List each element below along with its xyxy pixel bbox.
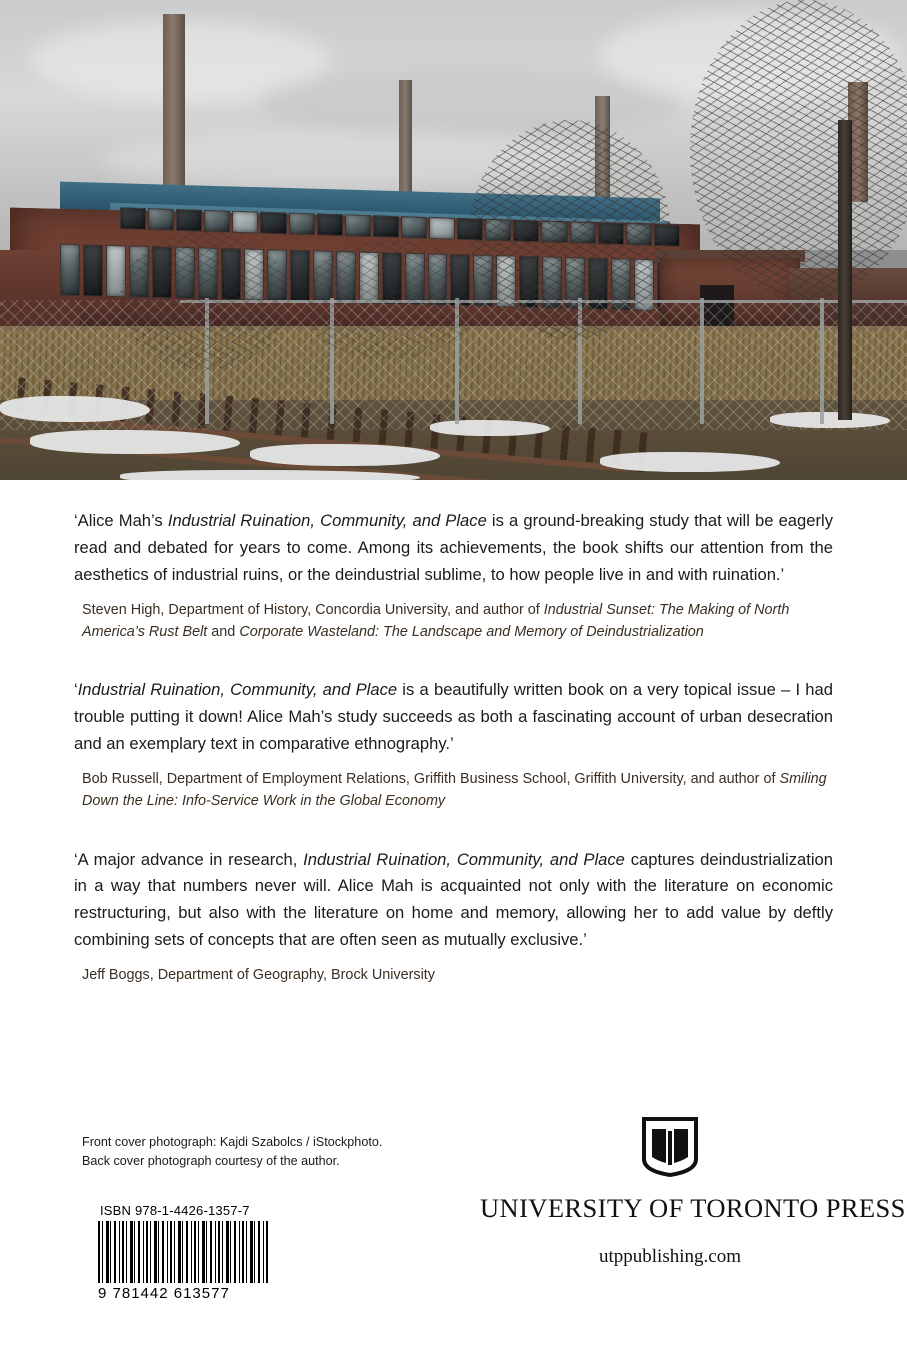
barcode: [98, 1221, 268, 1302]
bare-tree-canopy: [120, 230, 290, 370]
bare-tree-canopy: [470, 120, 670, 340]
blurb-quote: ‘Alice Mah’s Industrial Ruination, Community, and Place is a ground-breaking study that will be eagerly read and debated for years to come. Among its achievements, the book shifts our attention from the aesthetics of industrial ruins, or the deindustrial sublime, to how people live in and with ruination.’: [74, 511, 833, 584]
front-cover-credit: Front cover photograph: Kajdi Szabolcs / iStockphoto.: [82, 1135, 383, 1149]
smokestack: [163, 14, 185, 194]
fence-post: [700, 298, 704, 424]
blurb-attribution: Steven High, Department of History, Concordia University, and author of Industrial Sunset: The Making of North America’s Rust Belt and Corporate Wasteland: The Landscape and Memory of Deindustrialization: [82, 601, 790, 640]
barcode-digits: 9 781442 613577: [98, 1285, 230, 1302]
publisher-block: [480, 1115, 906, 1268]
blurb-3: [74, 847, 833, 987]
photo-credits: [82, 1133, 382, 1171]
blurb-attribution: Bob Russell, Department of Employment Relations, Griffith Business School, Griffith University, and author of Smiling Down the Line: Info-Service Work in the Global Economy: [82, 770, 827, 810]
tree-trunk: [838, 120, 852, 420]
blurb-2: [74, 677, 833, 812]
bare-tree-canopy: [300, 240, 480, 360]
bare-tree-canopy: [690, 0, 907, 300]
publisher-url[interactable]: utppublishing.com: [599, 1246, 741, 1267]
blurb-quote: ‘A major advance in research, Industrial Ruination, Community, and Place captures deindustrialization in a way that numbers never will. Alice Mah is acquainted not only with the literature on economic restructuring, but also with the literature on home and memory, allowing her to add value by deftly combining sets of concepts that are often seen as mutually exclusive.’: [74, 849, 833, 950]
fence-post: [820, 298, 824, 424]
snow-patch: [30, 430, 240, 454]
back-cover-credit: Back cover photograph courtesy of the author.: [82, 1153, 340, 1168]
back-cover-photograph: [0, 0, 907, 480]
utp-open-book-logo: [638, 1115, 702, 1179]
blurb-1: [74, 508, 833, 643]
isbn-label: ISBN 978-1-4426-1357-7: [100, 1203, 250, 1218]
snow-patch: [600, 452, 780, 472]
cover-footer: [0, 1115, 907, 1360]
snow-patch: [120, 470, 420, 480]
publisher-name: UNIVERSITY OF TORONTO PRESS: [480, 1193, 906, 1223]
blurb-quote: ‘Industrial Ruination, Community, and Place is a beautifully written book on a very topical issue – I had trouble putting it down! Alice Mah’s study succeeds as both a fascinating account of urban desecration and an exemplary text in comparative ethnography.’: [74, 680, 833, 754]
blurb-attribution: Jeff Boggs, Department of Geography, Brock University: [82, 967, 435, 984]
snow-patch: [250, 444, 440, 466]
smokestack: [399, 80, 412, 200]
barcode-bars: [98, 1221, 268, 1283]
